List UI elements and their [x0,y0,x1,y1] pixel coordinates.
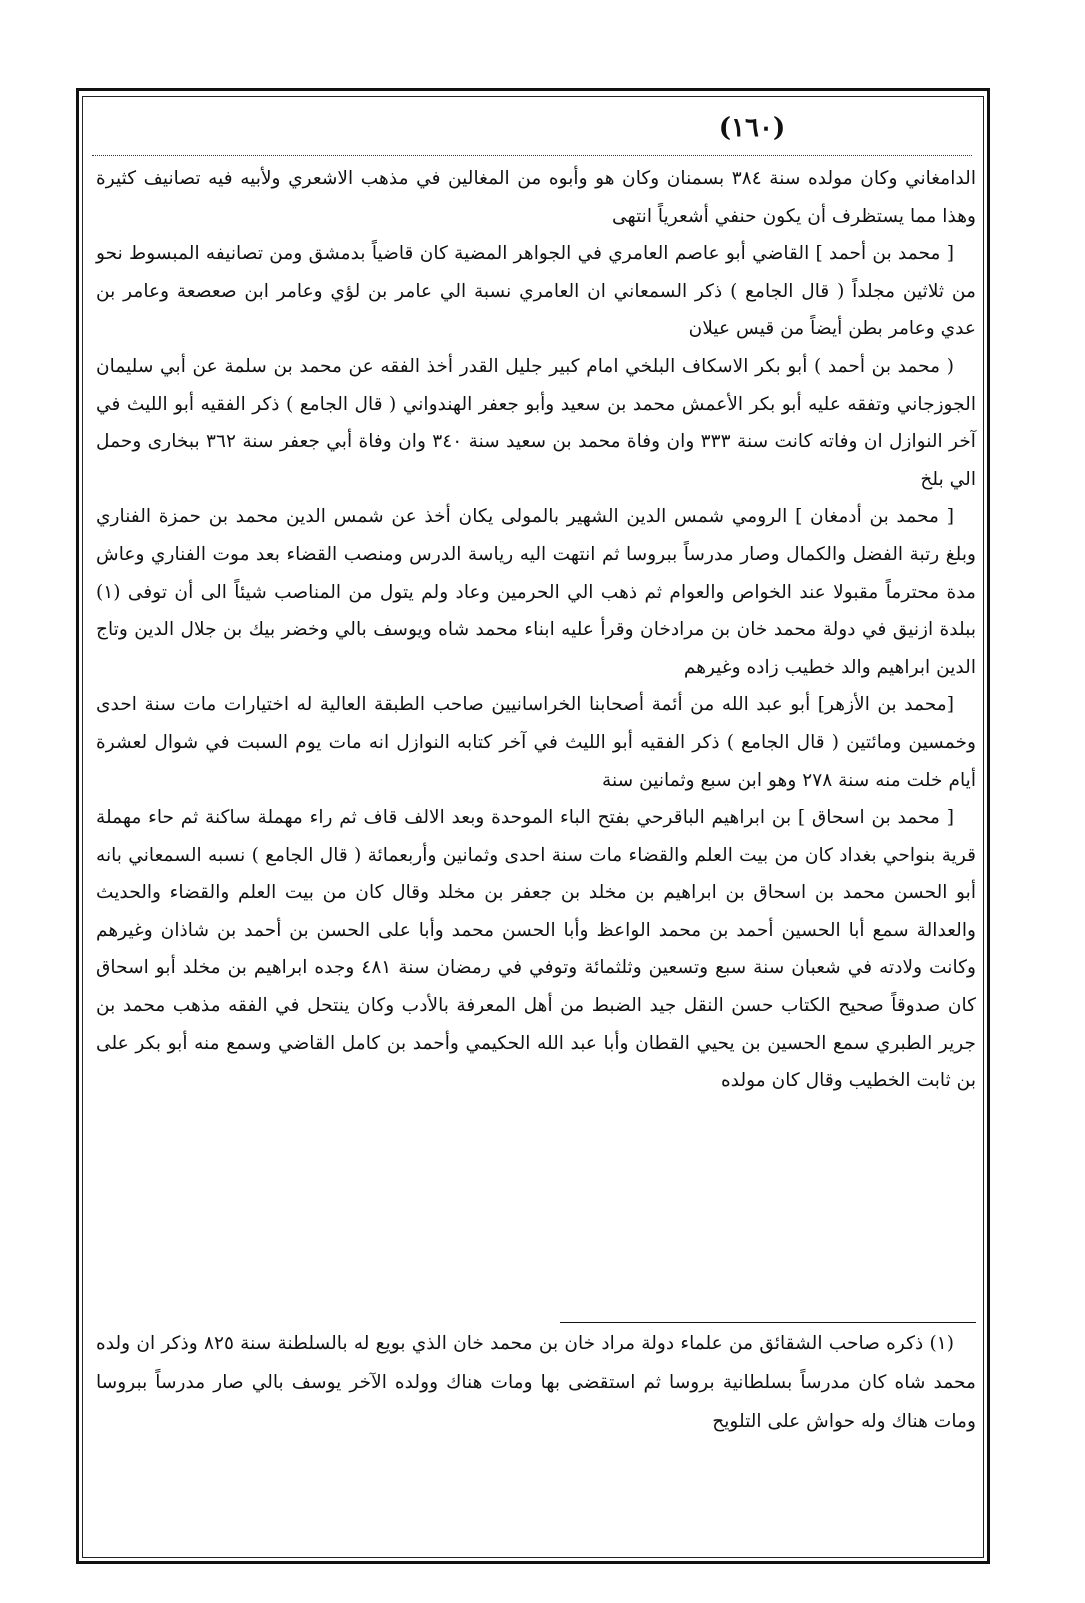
entry-paragraph: [محمد بن الأزهر] أبو عبد الله من أئمة أصحابنا الخراسانيين صاحب الطبقة العالية له اختيارات مات سنة احدى وخمسين ومائتين ( قال الجامع ) ذكر الفقيه أبو الليث في آخر كتابه النوازل انه مات يوم السبت في شوال لعشرة أيام خلت منه سنة ٢٧٨ وهو ابن سبع وثمانين سنة [96,694,976,791]
entry-paragraph: [ محمد بن أدمغان ] الرومي شمس الدين الشهير بالمولى يكان أخذ عن شمس الدين محمد بن حمزة الفناري وبلغ رتبة الفضل والكمال وصار مدرساً ببروسا ثم انتهت اليه رياسة الدرس ومنصب القضاء بعد موت الفناري وعاش مدة محترماً مقبولا عند الخواص والعوام ثم ذهب الي الحرمين وعاد ولم يتول من المناصب شيئاً الى أن توفى (١) ببلدة ازنيق في دولة محمد خان بن مرادخان وقرأ عليه ابناء محمد شاه ويوسف بالي وخضر بيك بن جلال الدين وتاج الدين ابراهيم والد خطيب زاده وغيرهم [96,506,976,678]
footnote-section [96,1324,976,1441]
entry-paragraph: ( محمد بن أحمد ) أبو بكر الاسكاف البلخي امام كبير جليل القدر أخذ الفقه عن محمد بن سلمة عن أبي سليمان الجوزجاني وتفقه عليه أبو بكر الأعمش محمد بن سعيد وأبو جعفر الهندواني ( قال الجامع ) ذكر الفقيه أبو الليث في آخر النوازل ان وفاته كانت سنة ٣٣٣ وان وفاة محمد بن سعيد سنة ٣٤٠ وان وفاة أبي جعفر سنة ٣٦٢ ببخارى وحمل الي بلخ [96,355,976,490]
footnote-paragraph: (١) ذكره صاحب الشقائق من علماء دولة مراد خان بن محمد خان الذي بويع له بالسلطنة سنة ٨٢٥ وذكر ان ولده محمد شاه كان مدرساً بسلطانية بروسا ثم استقضى بها ومات هناك وولده الآخر يوسف بالي صار مدرساً ببروسا ومات هناك وله حواش على التلويح [96,1333,976,1432]
footnote-divider [560,1322,976,1323]
header-divider [92,155,972,156]
main-text [96,160,976,1100]
paragraph-continuation: الدامغاني وكان مولده سنة ٣٨٤ بسمنان وكان هو وأبوه من المغالين في مذهب الاشعري ولأبيه فيه تصانيف كثيرة وهذا مما يستظرف أن يكون حنفي أشعرياً انتهى [96,168,976,227]
entry-paragraph: [ محمد بن أحمد ] القاضي أبو عاصم العامري في الجواهر المضية كان قاضياً بدمشق ومن تصانيفه المبسوط نحو من ثلاثين مجلداً ( قال الجامع ) ذكر السمعاني ان العامري نسبة الي عامر بن لؤي وعامر ابن صعصعة وعامر بن عدي وعامر بطن أيضاً من قيس عيلان [96,243,976,340]
entry-paragraph: [ محمد بن اسحاق ] بن ابراهيم الباقرحي بفتح الباء الموحدة وبعد الالف قاف ثم راء مهملة ساكنة ثم حاء مهملة قرية بنواحي بغداد كان من بيت العلم والقضاء مات سنة احدى وثمانين وأربعمائة ( قال الجامع ) نسبه السمعاني بانه أبو الحسن محمد بن اسحاق بن ابراهيم بن مخلد بن جعفر بن مخلد وقال كان من بيت العلم والقضاء والحديث والعدالة سمع أبا الحسين أحمد بن محمد الواعظ وأبا الحسن محمد وأبا على الحسن بن أحمد بن شاذان وغيرهم وكانت ولادته في شعبان سنة سبع وتسعين وثلثمائة وتوفي في رمضان سنة ٤٨١ وجده ابراهيم بن مخلد أبو اسحاق كان صدوقاً صحيح الكتاب حسن النقل جيد الضبط من أهل المعرفة بالأدب وكان ينتحل في الفقه مذهب محمد بن جرير الطبري سمع الحسين بن يحيي القطان وأبا عبد الله الحكيمي وأحمد بن كامل القاضي وسمع منه أبو بكر على بن ثابت الخطيب وقال كان مولده [96,807,976,1092]
page-number: (١٦٠) [718,113,786,143]
